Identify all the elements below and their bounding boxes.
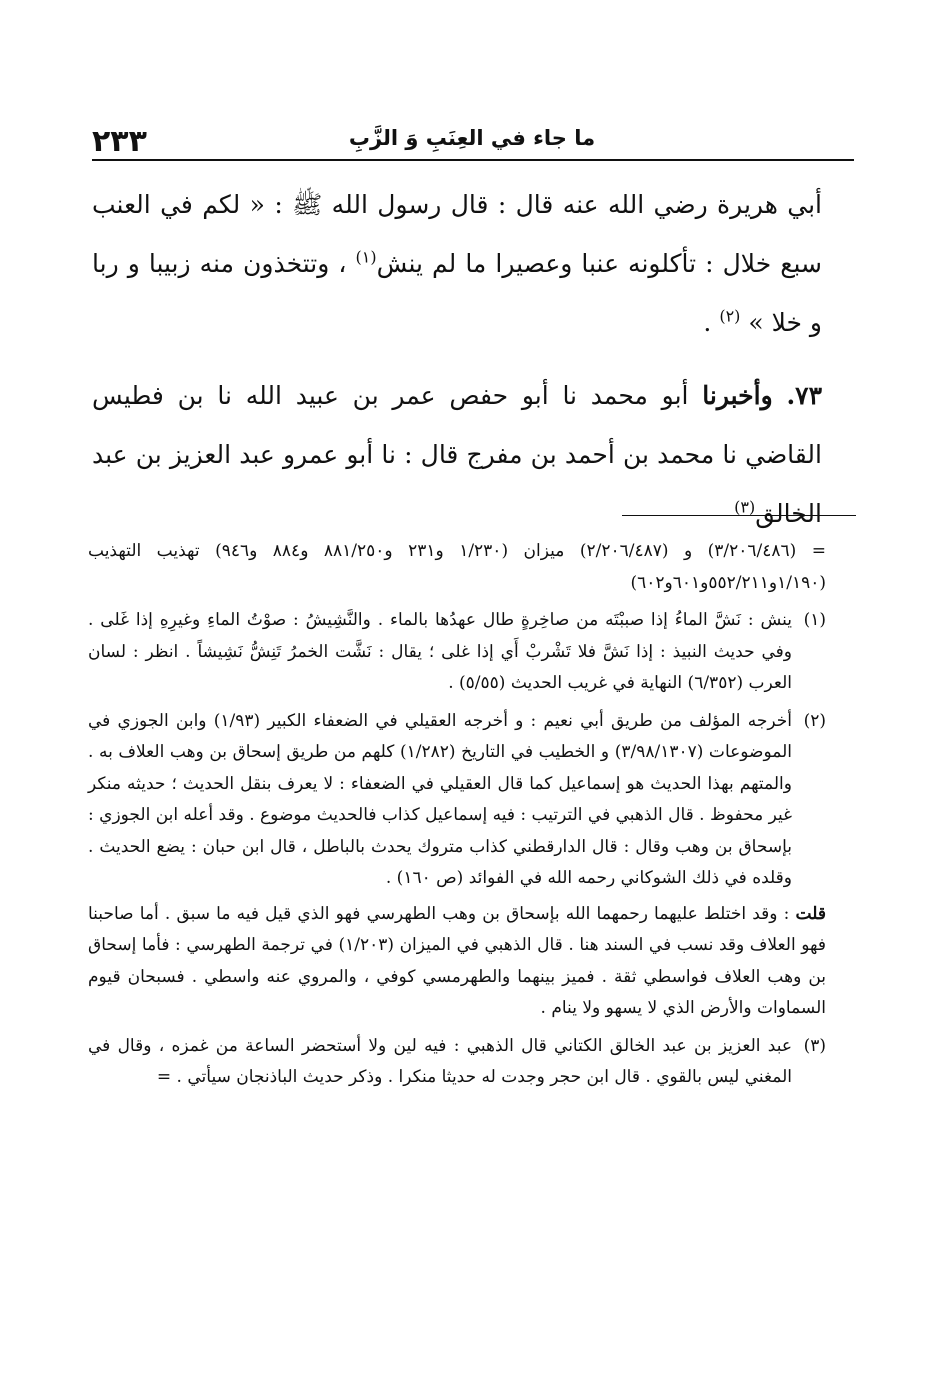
footnote-ref: (٣) (734, 497, 756, 517)
running-title: ما جاء في العِنَبِ وَ الزَّبِ (348, 126, 596, 150)
footnote-ref: (١) (355, 247, 377, 267)
page-number: ٢٣٣ (92, 124, 147, 159)
hadith-number: ٧٣. (786, 381, 823, 410)
editor-note (88, 899, 826, 1025)
hadith-line: . (703, 308, 712, 337)
editor-note-label: قلت (795, 903, 826, 924)
hadith-line: سبع خلال : تأكلونه عنبا وعصيرا ما لم ينش (376, 249, 822, 278)
footnote-2 (88, 706, 826, 895)
footnotes (88, 536, 826, 1094)
footnote-text: عبد العزيز بن عبد الخالق الكتاني قال الذهبي : فيه لين ولا أستحضر الساعة من غمزه ، وقال في المغني ليس بالقوي . قال ابن حجر وجدت له حديثا منكرا . وذكر حديث الباذنجان سيأتي . = (88, 1035, 792, 1087)
hadith-line: أبي هريرة رضي الله عنه قال : قال رسول الله ﷺ : « لكم في العنب (92, 190, 822, 219)
footnote-text: أخرجه المؤلف من طريق أبي نعيم : و أخرجه العقيلي في الضعفاء الكبير (١/٩٣) وابن الجوزي في الموضوعات (٣/٩٨/١٣٠٧) و الخطيب في التاريخ (١/٢٨٢) كلهم من طريق إسحاق بن وهب العلاف به . والمتهم بهذا الحديث هو إسماعيل كما قال العقيلي في الضعفاء : لا يعرف بنقل الحديث ؛ حديثه منكر غير محفوظ . قال الذهبي في الترتيب : فيه إسماعيل كذاب فالحديث موضوع . وقد أعله ابن الجوزي : بإسحاق بن وهب وقال : قال الدارقطني كذاب متروك يحدث بالباطل ، قال ابن حبان : يضع الحديث . وقلده في ذلك الشوكاني رحمه الله في الفوائد (ص ١٦٠) . (88, 710, 792, 888)
footnote-ref: (٢) (719, 306, 741, 326)
footnote-text: ينش : نَشَّ الماءُ إذا صببْتَه من صاخِرةٍ طال عهدُها بالماء . والنَّشِيشُ : صوْتُ الماءِ وغيرِهِ إذا غَلى . وفي حديث النبيذ : إذا نَشَّ فلا تَشْربْ أَي إذا غلى ؛ يقال : نَشَّت الخمرُ تَنِشُّ نَشِيشاً . انظر : لسان العرب (٦/٣٥٢) النهاية في غريب الحديث (٥/٥٥) . (88, 610, 792, 693)
footnote-rule (622, 515, 856, 516)
header-rule (92, 159, 854, 161)
footnote-number: (٢) (803, 710, 826, 731)
isnad-text: أبو محمد نا أبو حفص عمر بن عبيد الله نا بن فطيس القاضي نا محمد بن أحمد بن مفرج قال : نا أبو عمرو عبد العزيز بن عبد الخالق (92, 381, 822, 528)
page-header (92, 110, 852, 160)
narration-73 (92, 366, 822, 543)
akhbarana-keyword: وأخبرنا (702, 381, 773, 410)
hadith-text (92, 175, 822, 352)
hadith-line: ، وتتخذون منه زبيبا (148, 249, 347, 278)
footnote-number: (٣) (803, 1035, 826, 1056)
main-text (92, 175, 822, 543)
editor-note-text: : وقد اختلط عليهما رحمهما الله بإسحاق بن وهب الطهرسي فهو الذي قيل فيه ما سبق . أما صاحبنا فهو العلاف وقد نسب في السند هنا . قال الذهبي في الميزان (١/٢٠٣) في ترجمة الطهرسي : فأما إسحاق بن وهب العلاف فواسطي ثقة . فميز بينهما والطهرمسي كوفي ، والمروي عنه واسطي . فسبحان قيوم السماوات والأرض الذي لا يسهو ولا ينام . (88, 903, 827, 1018)
footnote-1 (88, 605, 826, 700)
footnote-3 (88, 1031, 826, 1094)
footnote-number: (١) (803, 610, 826, 630)
footnote-continuation: = (٣/٢٠٦/٤٨٦) و (٢/٢٠٦/٤٨٧) ميزان (١/٢٣٠ و٢٣١ و٨٨١/٢٥٠ و٨٨٤ و٩٤٦) تهذيب التهذيب (١/١٩٠و٥٥٢/٢١١و٦٠١و٦٠٢) (88, 541, 826, 593)
hadith-line: و ربا و خلا » (92, 249, 822, 337)
